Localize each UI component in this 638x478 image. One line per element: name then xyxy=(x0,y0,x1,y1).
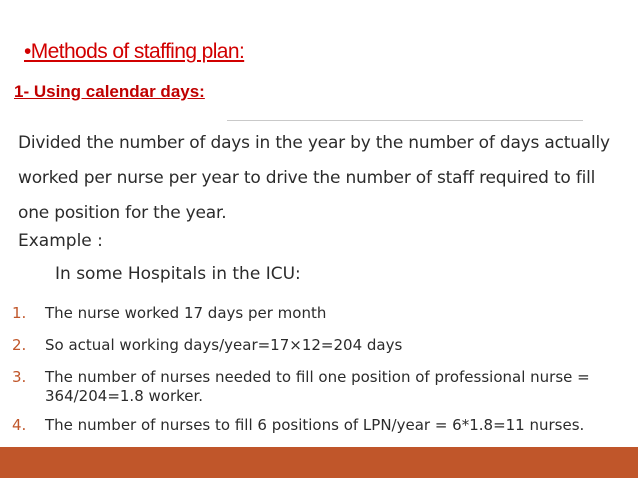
list-item-text: The number of nurses needed to fill one position of professional nurse = xyxy=(45,368,590,386)
divider xyxy=(227,120,583,121)
example-context: In some Hospitals in the ICU: xyxy=(55,264,301,284)
section-heading: 1- Using calendar days: xyxy=(14,82,205,101)
example-label: Example : xyxy=(18,231,103,251)
list-item-text: So actual working days/year=17×12=204 days xyxy=(45,336,403,354)
list-item-text: The number of nurses to fill 6 positions of LPN/year = 6*1.8=11 nurses. xyxy=(45,416,585,434)
paragraph-line: Divided the number of days in the year by the number of days actually xyxy=(18,133,610,153)
list-number: 2. xyxy=(12,336,27,354)
list-item-text: The nurse worked 17 days per month xyxy=(45,304,327,322)
list-item-text: 364/204=1.8 worker. xyxy=(45,387,204,405)
paragraph-line: worked per nurse per year to drive the number of staff required to fill xyxy=(18,168,596,188)
slide-title: •Methods of staffing plan: xyxy=(24,40,245,63)
footer-bar xyxy=(0,447,638,478)
list-number: 3. xyxy=(12,368,27,386)
list-number: 1. xyxy=(12,304,27,322)
paragraph-line: one position for the year. xyxy=(18,203,227,223)
definition-paragraph xyxy=(18,126,632,231)
list-number: 4. xyxy=(12,416,27,434)
